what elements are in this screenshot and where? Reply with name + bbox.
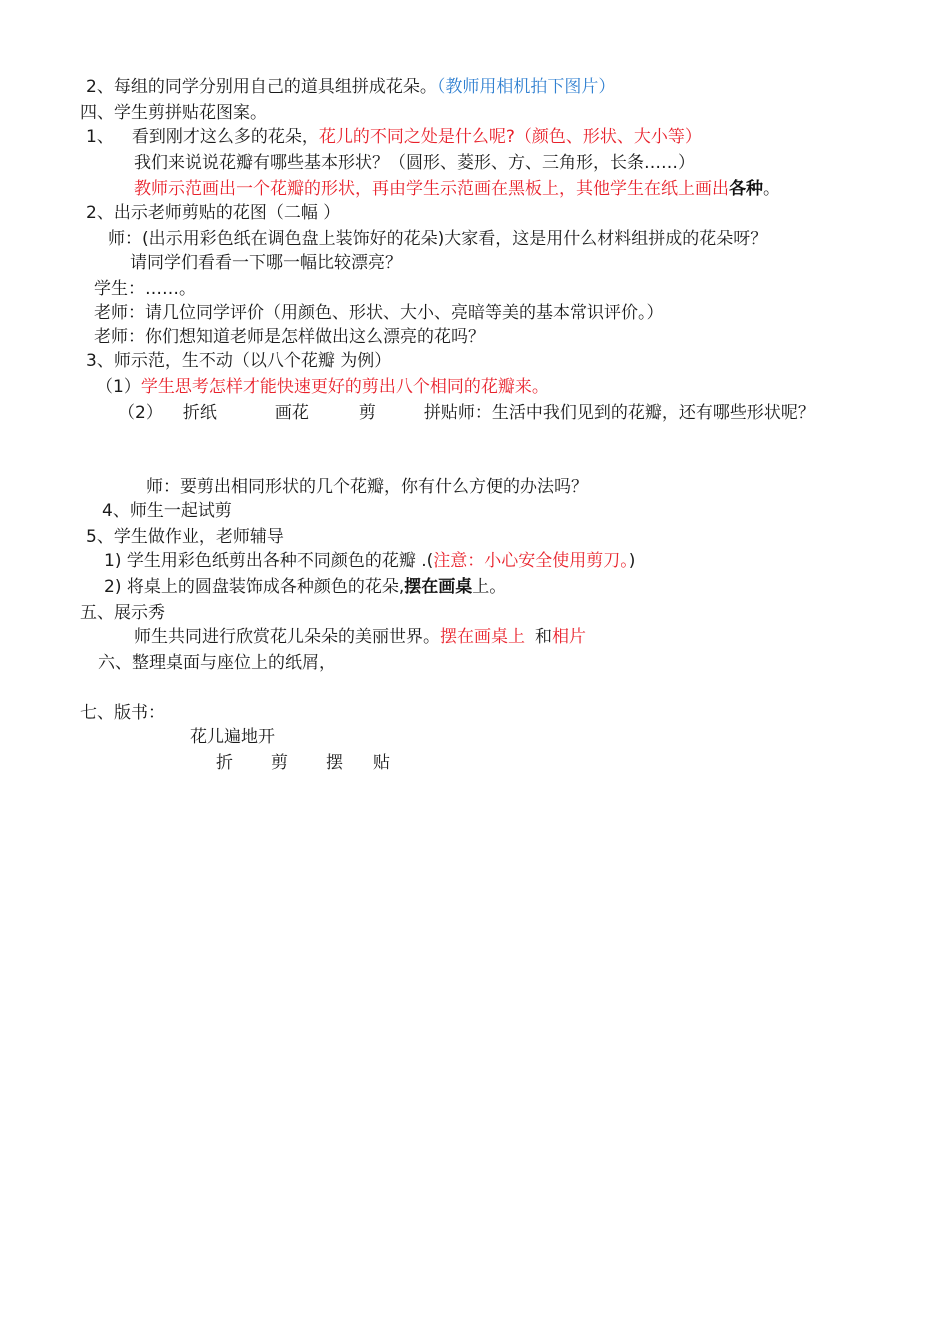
- board-steps: [216, 752, 390, 774]
- step-cut: 剪: [358, 403, 376, 423]
- item-number: 1、: [86, 127, 114, 147]
- step-draw: 画花: [274, 403, 309, 423]
- line-show-pictures: 2、出示老师剪贴的花图（二幅 ）: [86, 203, 341, 223]
- safety-note: 注意：小心安全使用剪刀。: [433, 551, 629, 571]
- board-title: 花儿遍地开: [190, 727, 275, 747]
- section-four-heading: 四、学生剪拼贴花图案。: [80, 103, 267, 123]
- flowers-text: 看到刚才这么多的花朵，: [131, 127, 319, 147]
- on-table-red: 摆在画桌上: [440, 627, 525, 647]
- line-teacher-how: 老师：你们想知道老师是怎样做出这么漂亮的花吗？: [94, 327, 485, 347]
- line-decorate-plate: [104, 576, 506, 598]
- section-six-heading: 六、整理桌面与座位上的纸屑，: [98, 653, 336, 673]
- line-same-shape: 师：要剪出相同形状的几个花瓣，你有什么方便的办法吗？: [146, 477, 588, 497]
- line-group-assemble: [86, 76, 615, 98]
- cut-petals-text: 1) 学生用彩色纸剪出各种不同颜色的花瓣 .(: [104, 551, 434, 571]
- line-teacher-demo: [134, 178, 780, 200]
- line-step-two: [118, 402, 815, 424]
- step-two-label: （2）: [118, 403, 163, 423]
- line-teacher-evaluate: 老师：请几位同学评价（用颜色、形状、大小、亮暗等美的基本常识评价。）: [94, 303, 664, 323]
- teacher-demo-text: 教师示范画出一个花瓣的形状，再由学生示范画在黑板上，其他学生在纸上画出: [134, 179, 729, 199]
- board-paste: 贴: [373, 753, 390, 773]
- step-one-text: 学生思考怎样才能快速更好的剪出八个相同的花瓣来。: [140, 377, 549, 397]
- line-step-one: [96, 376, 549, 398]
- line-homework: 5、学生做作业，老师辅导: [86, 527, 284, 547]
- differences-question: 花儿的不同之处是什么呢?（颜色、形状、大小等）: [318, 127, 702, 147]
- photo-red: 相片: [552, 627, 586, 647]
- period: 。: [763, 179, 780, 199]
- line-try-cut: 4、师生一起试剪: [102, 501, 232, 521]
- step-fold: 折纸: [182, 403, 217, 423]
- line-which-prettier: 请同学们看看一下哪一幅比较漂亮？: [130, 253, 402, 273]
- line-flower-differences: [86, 126, 702, 148]
- close-paren: ): [628, 551, 636, 571]
- line-student: 学生：……。: [94, 279, 196, 299]
- bold-various: 各种: [729, 179, 763, 199]
- board-place: 摆: [326, 753, 343, 773]
- line-cut-petals: [104, 550, 635, 572]
- line-appreciate: [134, 626, 586, 648]
- step-paste-question: 拼贴师：生活中我们见到的花瓣，还有哪些形状呢？: [423, 403, 815, 423]
- board-cut: 剪: [271, 753, 288, 773]
- and-text: 和: [535, 627, 552, 647]
- teacher-photo-note: （教师用相机拍下图片）: [436, 77, 616, 97]
- line-teacher-demo-eight: 3、师示范，生不动（以八个花瓣 为例）: [86, 351, 392, 371]
- line-petal-shapes: 我们来说说花瓣有哪些基本形状？（圆形、菱形、方、三角形，长条……）: [134, 153, 695, 173]
- section-seven-heading: 七、版书：: [80, 703, 165, 723]
- step-one-label: （1）: [96, 377, 141, 397]
- decorate-end: 上。: [472, 577, 507, 597]
- board-fold: 折: [216, 753, 233, 773]
- appreciate-text: 师生共同进行欣赏花儿朵朵的美丽世界。: [134, 627, 440, 647]
- group-assemble-text: 2、每组的同学分别用自己的道具组拼成花朵。: [86, 77, 437, 97]
- section-five-heading: 五、展示秀: [80, 603, 165, 623]
- bold-on-table: 摆在画桌: [404, 577, 473, 597]
- line-teacher-question: 师：(出示用彩色纸在调色盘上装饰好的花朵)大家看，这是用什么材料组拼成的花朵呀？: [108, 229, 768, 249]
- decorate-text: 2) 将桌上的圆盘装饰成各种颜色的花朵,: [104, 577, 405, 597]
